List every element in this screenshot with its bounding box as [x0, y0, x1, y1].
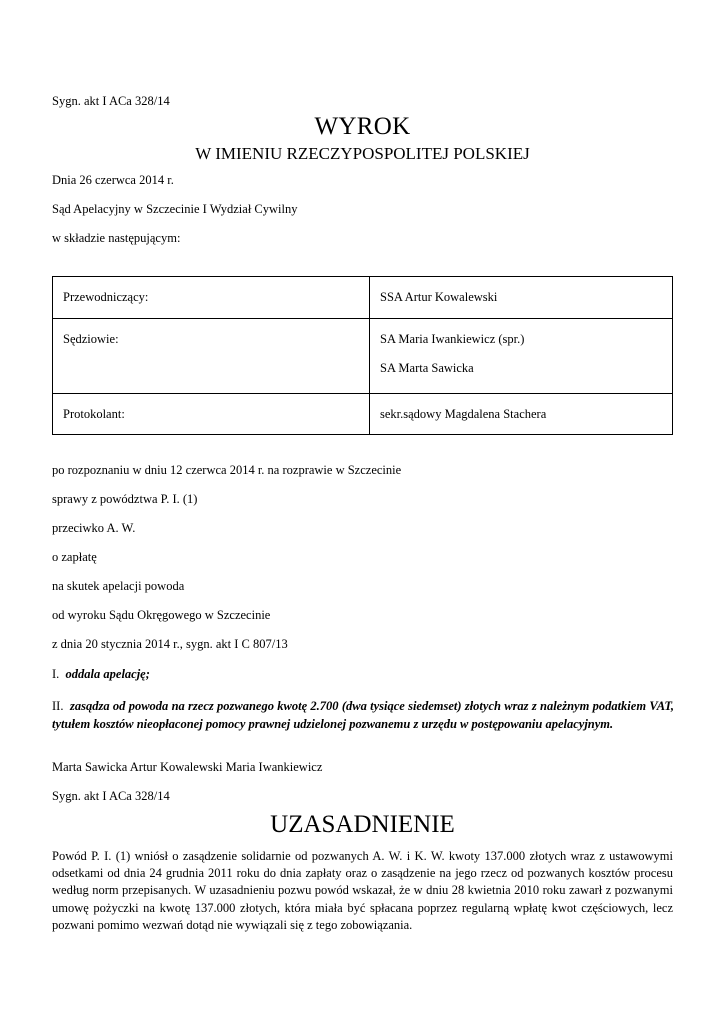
chair-value: SSA Artur Kowalewski: [380, 290, 498, 304]
chair-label: Przewodniczący:: [63, 290, 149, 304]
reasons-paragraph: Powód P. I. (1) wniósł o zasądzenie solidarnie od pozwanych A. W. i K. W. kwoty 137.000 złotych wraz z ustawowymi odsetkami od dnia 24 grudnia 2011 roku do dnia zapłaty oraz o zasądzenie na jego rzecz od pozwanych kosztów procesu według norm przepisanych. W uzasadnieniu pozwu powód wskazał, że w dniu 28 kwietnia 2010 roku zawarł z pozwanymi umowę pożyczki na kwotę 137.000 złotych, która miała być spłacana poprzez regularną wpłatę kwot częściowych, lecz pozwani pomimo wezwań dotąd nie wywiązali się z tego zobowiązania.: [52, 849, 673, 932]
case-signature-bottom: Sygn. akt I ACa 328/14: [52, 789, 170, 803]
clerk-label-cell: [53, 394, 370, 435]
verdict-point-2-text: zasądza od powoda na rzecz pozwanego kwotę 2.700 (dwa tysiące siedemset) złotych wraz z należnym podatkiem VAT, tytułem kosztów nieopłaconej pomocy prawnej udzielonej pozwanemu z urzędu w postępowaniu apelacyjnym.: [52, 699, 675, 731]
chair-label-cell: [53, 277, 370, 319]
proceedings-line: sprawy z powództwa P. I. (1): [52, 492, 198, 506]
proceedings-line: przeciwko A. W.: [52, 521, 136, 535]
clerk-value: sekr.sądowy Magdalena Stachera: [380, 407, 547, 421]
judge-name: SA Maria Iwankiewicz (spr.): [380, 332, 525, 346]
reasons-title: UZASADNIENIE: [270, 811, 455, 838]
judges-label-cell: [53, 319, 370, 394]
verdict-date: Dnia 26 czerwca 2014 r.: [52, 173, 174, 187]
case-signature-top: Sygn. akt I ACa 328/14: [52, 94, 170, 108]
proceedings-line: po rozpoznaniu w dniu 12 czerwca 2014 r. na rozprawie w Szczecinie: [52, 463, 402, 477]
table-row: [53, 319, 673, 394]
judges-signatures: Marta Sawicka Artur Kowalewski Maria Iwankiewicz: [52, 760, 323, 774]
table-row: [53, 394, 673, 435]
verdict-subtitle: W IMIENIU RZECZYPOSPOLITEJ POLSKIEJ: [195, 144, 530, 163]
judge-name: SA Marta Sawicka: [380, 361, 474, 375]
proceedings-line: z dnia 20 stycznia 2014 r., sygn. akt I C 807/13: [52, 637, 288, 651]
proceedings-line: na skutek apelacji powoda: [52, 579, 185, 593]
proceedings-line: o zapłatę: [52, 550, 97, 564]
court-name: Sąd Apelacyjny w Szczecinie I Wydział Cywilny: [52, 202, 298, 216]
court-composition-table: [52, 276, 673, 435]
clerk-label: Protokolant:: [63, 407, 125, 421]
judges-label: Sędziowie:: [63, 332, 119, 346]
proceedings-line: od wyroku Sądu Okręgowego w Szczecinie: [52, 608, 271, 622]
judges-value-cell: [370, 319, 673, 394]
table-row: [53, 277, 673, 319]
composition-intro: w składzie następującym:: [52, 231, 181, 245]
verdict-point-1-text: oddala apelację;: [65, 667, 150, 681]
verdict-title: WYROK: [314, 113, 411, 140]
verdict-point-2: [52, 697, 674, 733]
verdict-point-1-number: I.: [52, 667, 60, 681]
chair-value-cell: [370, 277, 673, 319]
verdict-point-1: [52, 666, 150, 682]
clerk-value-cell: [370, 394, 673, 435]
verdict-point-2-number: II.: [52, 699, 64, 713]
